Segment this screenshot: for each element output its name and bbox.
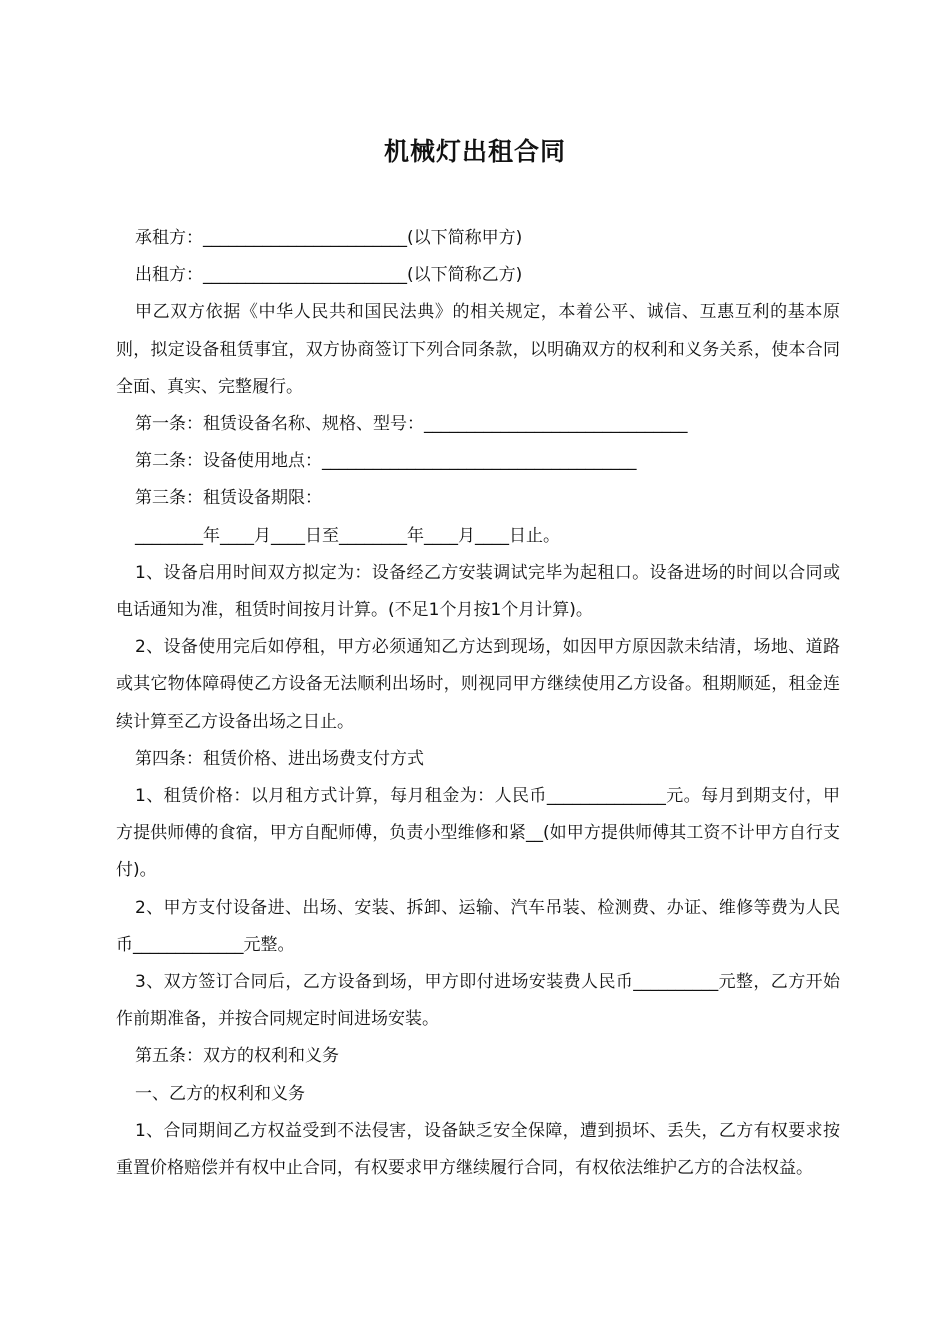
paragraph-article-3-item-1: 1、设备启用时间双方拟定为：设备经乙方安装调试完毕为起租口。设备进场的时间以合同或电话通知为准，租赁时间按月计算。(不足1个月按1个月计算)。 bbox=[116, 562, 840, 621]
paragraph-article-3-item-2: 2、设备使用完后如停租，甲方必须通知乙方达到现场，如因甲方原因款未结清，场地、道路或其它物体障碍使乙方设备无法顺利出场时，则视同甲方继续使用乙方设备。租期顺延，租金连续计算至乙方设备出场之日止。 bbox=[116, 637, 840, 732]
paragraph-article-4: 第四条：租赁价格、进出场费支付方式 bbox=[135, 748, 424, 769]
paragraph-lessee: 承租方：________________________(以下简称甲方) bbox=[135, 228, 523, 248]
paragraph-article-4-item-3: 3、双方签订合同后，乙方设备到场，甲方即付进场安装费人民币__________元整，乙方开始作前期准备，并按合同规定时间进场安装。 bbox=[116, 972, 840, 1030]
paragraph-lease-period: ________年____月____日至________年____月____日止。 bbox=[135, 525, 560, 546]
paragraph-section-party-b: 一、乙方的权利和义务 bbox=[135, 1083, 305, 1104]
paragraph-article-3: 第三条：租赁设备期限： bbox=[135, 488, 322, 509]
paragraph-preamble: 甲乙双方依据《中华人民共和国民法典》的相关规定，本着公平、诚信、互惠互利的基本原则，拟定设备租赁事宜，双方协商签订下列合同条款，以明确双方的权利和义务关系，使本合同全面、真实、完整履行。 bbox=[116, 302, 840, 397]
paragraph-article-1: 第一条：租赁设备名称、规格、型号：_______________________________ bbox=[135, 414, 688, 435]
paragraph-lessor: 出租方：________________________(以下简称乙方) bbox=[135, 265, 523, 286]
paragraph-party-b-item-1: 1、合同期间乙方权益受到不法侵害，设备缺乏安全保障，遭到损坏、丢失，乙方有权要求按重置价格赔偿并有权中止合同，有权要求甲方继续履行合同，有权依法维护乙方的合法权益。 bbox=[116, 1120, 840, 1179]
paragraph-article-5: 第五条：双方的权利和义务 bbox=[135, 1046, 339, 1067]
paragraph-article-4-item-1: 1、租赁价格：以月租方式计算，每月租金为：人民币______________元。每月到期支付，甲方提供师傅的食宿，甲方自配师傅，负责小型维修和紧__(如甲方提供师傅其工资不计甲方自行支付)。 bbox=[116, 786, 840, 881]
paragraph-article-4-item-2: 2、甲方支付设备进、出场、安装、拆卸、运输、汽车吊装、检测费、办证、维修等费为人民币_____________元整。 bbox=[116, 897, 840, 955]
paragraph-article-2: 第二条：设备使用地点：_____________________________________ bbox=[135, 451, 637, 472]
document-title: 机械灯出租合同 bbox=[383, 137, 566, 166]
document-body bbox=[116, 220, 840, 1187]
